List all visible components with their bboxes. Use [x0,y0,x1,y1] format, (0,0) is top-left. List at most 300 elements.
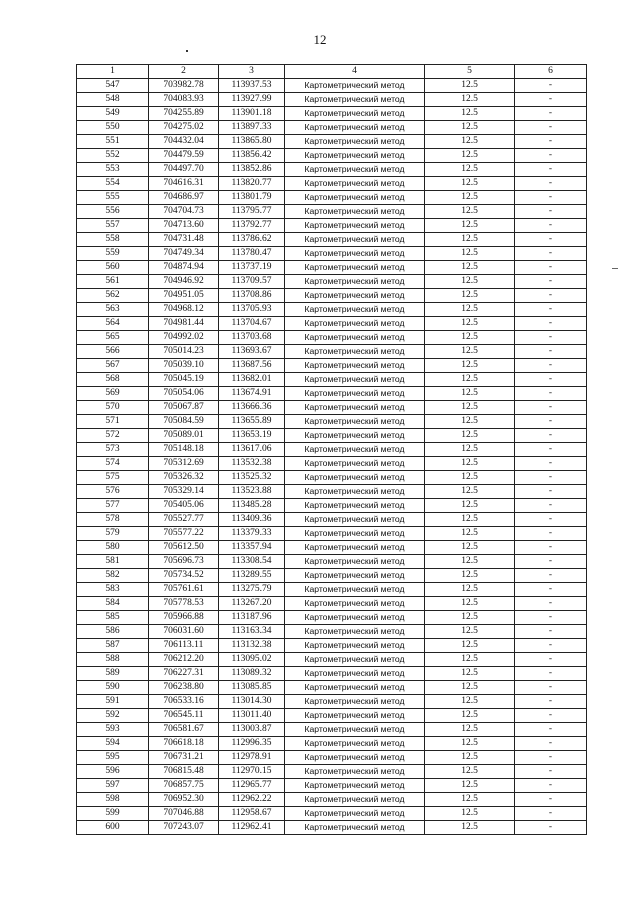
x-coordinate-cell: 706238.80 [149,681,219,695]
accuracy-cell: 12.5 [425,387,515,401]
x-coordinate-cell: 705778.53 [149,597,219,611]
description-cell: - [515,527,587,541]
table-row [77,499,587,513]
x-coordinate-cell: 706952.30 [149,793,219,807]
x-coordinate-cell: 704479.59 [149,149,219,163]
x-coordinate-cell: 705326.32 [149,471,219,485]
point-number-cell: 569 [77,387,149,401]
accuracy-cell: 12.5 [425,695,515,709]
description-cell: - [515,149,587,163]
table-row [77,625,587,639]
point-number-cell: 578 [77,513,149,527]
method-cell: Картометрический метод [285,121,425,135]
y-coordinate-cell: 113085.85 [219,681,285,695]
point-number-cell: 548 [77,93,149,107]
point-number-cell: 576 [77,485,149,499]
table-row [77,373,587,387]
method-cell: Картометрический метод [285,359,425,373]
method-cell: Картометрический метод [285,443,425,457]
y-coordinate-cell: 113089.32 [219,667,285,681]
accuracy-cell: 12.5 [425,485,515,499]
table-row [77,331,587,345]
x-coordinate-cell: 705312.69 [149,457,219,471]
table-row [77,93,587,107]
point-number-cell: 562 [77,289,149,303]
method-cell: Картометрический метод [285,457,425,471]
description-cell: - [515,191,587,205]
method-cell: Картометрический метод [285,163,425,177]
method-cell: Картометрический метод [285,639,425,653]
description-cell: - [515,485,587,499]
method-cell: Картометрический метод [285,261,425,275]
table-row [77,597,587,611]
table-row [77,387,587,401]
x-coordinate-cell: 707046.88 [149,807,219,821]
table-row [77,303,587,317]
point-number-cell: 586 [77,625,149,639]
accuracy-cell: 12.5 [425,163,515,177]
accuracy-cell: 12.5 [425,765,515,779]
accuracy-cell: 12.5 [425,751,515,765]
y-coordinate-cell: 113523.88 [219,485,285,499]
table-header-row [77,65,587,79]
method-cell: Картометрический метод [285,79,425,93]
y-coordinate-cell: 113617.06 [219,443,285,457]
table-row [77,611,587,625]
y-coordinate-cell: 113014.30 [219,695,285,709]
accuracy-cell: 12.5 [425,625,515,639]
x-coordinate-cell: 704749.34 [149,247,219,261]
x-coordinate-cell: 704432.04 [149,135,219,149]
accuracy-cell: 12.5 [425,709,515,723]
y-coordinate-cell: 113275.79 [219,583,285,597]
x-coordinate-cell: 705696.73 [149,555,219,569]
method-cell: Картометрический метод [285,219,425,233]
point-number-cell: 590 [77,681,149,695]
description-cell: - [515,737,587,751]
description-cell: - [515,289,587,303]
accuracy-cell: 12.5 [425,415,515,429]
point-number-cell: 567 [77,359,149,373]
table-row [77,737,587,751]
x-coordinate-cell: 706212.20 [149,653,219,667]
header-cell: 2 [149,65,219,79]
y-coordinate-cell: 113357.94 [219,541,285,555]
description-cell: - [515,177,587,191]
x-coordinate-cell: 704275.02 [149,121,219,135]
accuracy-cell: 12.5 [425,121,515,135]
accuracy-cell: 12.5 [425,527,515,541]
y-coordinate-cell: 113485.28 [219,499,285,513]
y-coordinate-cell: 113852.86 [219,163,285,177]
x-coordinate-cell: 705761.61 [149,583,219,597]
margin-mark [612,268,618,269]
description-cell: - [515,723,587,737]
y-coordinate-cell: 113095.02 [219,653,285,667]
accuracy-cell: 12.5 [425,471,515,485]
description-cell: - [515,457,587,471]
y-coordinate-cell: 113705.93 [219,303,285,317]
point-number-cell: 568 [77,373,149,387]
accuracy-cell: 12.5 [425,135,515,149]
y-coordinate-cell: 113674.91 [219,387,285,401]
x-coordinate-cell: 705527.77 [149,513,219,527]
x-coordinate-cell: 706618.18 [149,737,219,751]
scan-mark [186,50,188,52]
x-coordinate-cell: 704497.70 [149,163,219,177]
accuracy-cell: 12.5 [425,513,515,527]
method-cell: Картометрический метод [285,387,425,401]
method-cell: Картометрический метод [285,233,425,247]
description-cell: - [515,597,587,611]
point-number-cell: 552 [77,149,149,163]
y-coordinate-cell: 113532.38 [219,457,285,471]
point-number-cell: 595 [77,751,149,765]
table-row [77,807,587,821]
description-cell: - [515,653,587,667]
point-number-cell: 594 [77,737,149,751]
table-row [77,191,587,205]
y-coordinate-cell: 113792.77 [219,219,285,233]
table-row [77,177,587,191]
x-coordinate-cell: 706815.48 [149,765,219,779]
table-row [77,541,587,555]
y-coordinate-cell: 113308.54 [219,555,285,569]
accuracy-cell: 12.5 [425,443,515,457]
x-coordinate-cell: 705329.14 [149,485,219,499]
point-number-cell: 549 [77,107,149,121]
description-cell: - [515,359,587,373]
description-cell: - [515,121,587,135]
description-cell: - [515,415,587,429]
description-cell: - [515,233,587,247]
point-number-cell: 564 [77,317,149,331]
header-cell: 6 [515,65,587,79]
table-row [77,205,587,219]
y-coordinate-cell: 113682.01 [219,373,285,387]
table-row [77,555,587,569]
table-row [77,359,587,373]
y-coordinate-cell: 113379.33 [219,527,285,541]
accuracy-cell: 12.5 [425,569,515,583]
table-row [77,667,587,681]
x-coordinate-cell: 704731.48 [149,233,219,247]
point-number-cell: 551 [77,135,149,149]
table-row [77,513,587,527]
y-coordinate-cell: 113693.67 [219,345,285,359]
accuracy-cell: 12.5 [425,401,515,415]
description-cell: - [515,247,587,261]
x-coordinate-cell: 705045.19 [149,373,219,387]
point-number-cell: 550 [77,121,149,135]
accuracy-cell: 12.5 [425,149,515,163]
point-number-cell: 582 [77,569,149,583]
y-coordinate-cell: 113409.36 [219,513,285,527]
method-cell: Картометрический метод [285,569,425,583]
accuracy-cell: 12.5 [425,261,515,275]
description-cell: - [515,387,587,401]
description-cell: - [515,583,587,597]
x-coordinate-cell: 705014.23 [149,345,219,359]
accuracy-cell: 12.5 [425,779,515,793]
y-coordinate-cell: 113801.79 [219,191,285,205]
point-number-cell: 596 [77,765,149,779]
description-cell: - [515,303,587,317]
y-coordinate-cell: 113011.40 [219,709,285,723]
accuracy-cell: 12.5 [425,275,515,289]
table-row [77,751,587,765]
point-number-cell: 565 [77,331,149,345]
accuracy-cell: 12.5 [425,359,515,373]
table-row [77,443,587,457]
table-row [77,415,587,429]
method-cell: Картометрический метод [285,247,425,261]
method-cell: Картометрический метод [285,737,425,751]
accuracy-cell: 12.5 [425,583,515,597]
description-cell: - [515,751,587,765]
method-cell: Картометрический метод [285,485,425,499]
method-cell: Картометрический метод [285,807,425,821]
y-coordinate-cell: 112978.91 [219,751,285,765]
table-row [77,765,587,779]
description-cell: - [515,205,587,219]
table-row [77,695,587,709]
description-cell: - [515,793,587,807]
description-cell: - [515,821,587,835]
y-coordinate-cell: 112996.35 [219,737,285,751]
point-number-cell: 547 [77,79,149,93]
point-number-cell: 570 [77,401,149,415]
description-cell: - [515,345,587,359]
method-cell: Картометрический метод [285,149,425,163]
point-number-cell: 575 [77,471,149,485]
x-coordinate-cell: 704713.60 [149,219,219,233]
x-coordinate-cell: 705084.59 [149,415,219,429]
method-cell: Картометрический метод [285,429,425,443]
x-coordinate-cell: 704968.12 [149,303,219,317]
accuracy-cell: 12.5 [425,331,515,345]
description-cell: - [515,373,587,387]
x-coordinate-cell: 704616.31 [149,177,219,191]
point-number-cell: 583 [77,583,149,597]
accuracy-cell: 12.5 [425,499,515,513]
accuracy-cell: 12.5 [425,597,515,611]
table-row [77,527,587,541]
description-cell: - [515,765,587,779]
method-cell: Картометрический метод [285,401,425,415]
table-body [77,79,587,835]
method-cell: Картометрический метод [285,583,425,597]
point-number-cell: 597 [77,779,149,793]
description-cell: - [515,135,587,149]
point-number-cell: 559 [77,247,149,261]
x-coordinate-cell: 705405.06 [149,499,219,513]
y-coordinate-cell: 113289.55 [219,569,285,583]
description-cell: - [515,317,587,331]
method-cell: Картометрический метод [285,555,425,569]
description-cell: - [515,807,587,821]
point-number-cell: 581 [77,555,149,569]
description-cell: - [515,331,587,345]
point-number-cell: 573 [77,443,149,457]
description-cell: - [515,681,587,695]
y-coordinate-cell: 113655.89 [219,415,285,429]
table-row [77,219,587,233]
x-coordinate-cell: 706227.31 [149,667,219,681]
y-coordinate-cell: 113897.33 [219,121,285,135]
method-cell: Картометрический метод [285,177,425,191]
method-cell: Картометрический метод [285,205,425,219]
x-coordinate-cell: 706581.67 [149,723,219,737]
point-number-cell: 566 [77,345,149,359]
accuracy-cell: 12.5 [425,555,515,569]
description-cell: - [515,541,587,555]
accuracy-cell: 12.5 [425,611,515,625]
point-number-cell: 557 [77,219,149,233]
point-number-cell: 589 [77,667,149,681]
y-coordinate-cell: 112962.41 [219,821,285,835]
method-cell: Картометрический метод [285,667,425,681]
method-cell: Картометрический метод [285,653,425,667]
accuracy-cell: 12.5 [425,191,515,205]
method-cell: Картометрический метод [285,765,425,779]
method-cell: Картометрический метод [285,275,425,289]
method-cell: Картометрический метод [285,135,425,149]
description-cell: - [515,695,587,709]
point-number-cell: 588 [77,653,149,667]
point-number-cell: 587 [77,639,149,653]
method-cell: Картометрический метод [285,821,425,835]
point-number-cell: 558 [77,233,149,247]
y-coordinate-cell: 113132.38 [219,639,285,653]
table-row [77,317,587,331]
x-coordinate-cell: 706533.16 [149,695,219,709]
accuracy-cell: 12.5 [425,289,515,303]
accuracy-cell: 12.5 [425,177,515,191]
method-cell: Картометрический метод [285,625,425,639]
accuracy-cell: 12.5 [425,205,515,219]
method-cell: Картометрический метод [285,93,425,107]
table-row [77,429,587,443]
accuracy-cell: 12.5 [425,429,515,443]
point-number-cell: 579 [77,527,149,541]
point-number-cell: 585 [77,611,149,625]
description-cell: - [515,107,587,121]
description-cell: - [515,625,587,639]
x-coordinate-cell: 706545.11 [149,709,219,723]
point-number-cell: 592 [77,709,149,723]
header-cell: 1 [77,65,149,79]
x-coordinate-cell: 706731.21 [149,751,219,765]
x-coordinate-cell: 706857.75 [149,779,219,793]
method-cell: Картометрический метод [285,499,425,513]
y-coordinate-cell: 113708.86 [219,289,285,303]
table-row [77,583,587,597]
method-cell: Картометрический метод [285,793,425,807]
point-number-cell: 591 [77,695,149,709]
point-number-cell: 554 [77,177,149,191]
method-cell: Картометрический метод [285,681,425,695]
description-cell: - [515,79,587,93]
accuracy-cell: 12.5 [425,303,515,317]
method-cell: Картометрический метод [285,597,425,611]
point-number-cell: 577 [77,499,149,513]
description-cell: - [515,779,587,793]
x-coordinate-cell: 705966.88 [149,611,219,625]
method-cell: Картометрический метод [285,527,425,541]
table-row [77,135,587,149]
accuracy-cell: 12.5 [425,317,515,331]
table-row [77,149,587,163]
y-coordinate-cell: 113687.56 [219,359,285,373]
table-row [77,471,587,485]
point-number-cell: 571 [77,415,149,429]
description-cell: - [515,555,587,569]
table-row [77,569,587,583]
point-number-cell: 584 [77,597,149,611]
method-cell: Картометрический метод [285,289,425,303]
table-row [77,723,587,737]
accuracy-cell: 12.5 [425,373,515,387]
y-coordinate-cell: 113865.80 [219,135,285,149]
x-coordinate-cell: 705039.10 [149,359,219,373]
x-coordinate-cell: 705612.50 [149,541,219,555]
y-coordinate-cell: 112965.77 [219,779,285,793]
page-number: 12 [313,32,327,47]
accuracy-cell: 12.5 [425,457,515,471]
accuracy-cell: 12.5 [425,541,515,555]
description-cell: - [515,513,587,527]
accuracy-cell: 12.5 [425,219,515,233]
method-cell: Картометрический метод [285,695,425,709]
x-coordinate-cell: 706113.11 [149,639,219,653]
y-coordinate-cell: 113704.67 [219,317,285,331]
x-coordinate-cell: 705148.18 [149,443,219,457]
method-cell: Картометрический метод [285,373,425,387]
point-number-cell: 556 [77,205,149,219]
method-cell: Картометрический метод [285,611,425,625]
x-coordinate-cell: 704255.89 [149,107,219,121]
y-coordinate-cell: 112962.22 [219,793,285,807]
description-cell: - [515,471,587,485]
y-coordinate-cell: 113780.47 [219,247,285,261]
description-cell: - [515,569,587,583]
x-coordinate-cell: 704981.44 [149,317,219,331]
x-coordinate-cell: 704083.93 [149,93,219,107]
table-row [77,821,587,835]
accuracy-cell: 12.5 [425,107,515,121]
y-coordinate-cell: 113666.36 [219,401,285,415]
header-cell: 3 [219,65,285,79]
accuracy-cell: 12.5 [425,247,515,261]
description-cell: - [515,499,587,513]
x-coordinate-cell: 704946.92 [149,275,219,289]
point-number-cell: 572 [77,429,149,443]
y-coordinate-cell: 113163.34 [219,625,285,639]
table-row [77,653,587,667]
method-cell: Картометрический метод [285,415,425,429]
method-cell: Картометрический метод [285,107,425,121]
accuracy-cell: 12.5 [425,233,515,247]
method-cell: Картометрический метод [285,513,425,527]
accuracy-cell: 12.5 [425,667,515,681]
x-coordinate-cell: 703982.78 [149,79,219,93]
description-cell: - [515,93,587,107]
point-number-cell: 561 [77,275,149,289]
y-coordinate-cell: 113901.18 [219,107,285,121]
point-number-cell: 580 [77,541,149,555]
description-cell: - [515,429,587,443]
